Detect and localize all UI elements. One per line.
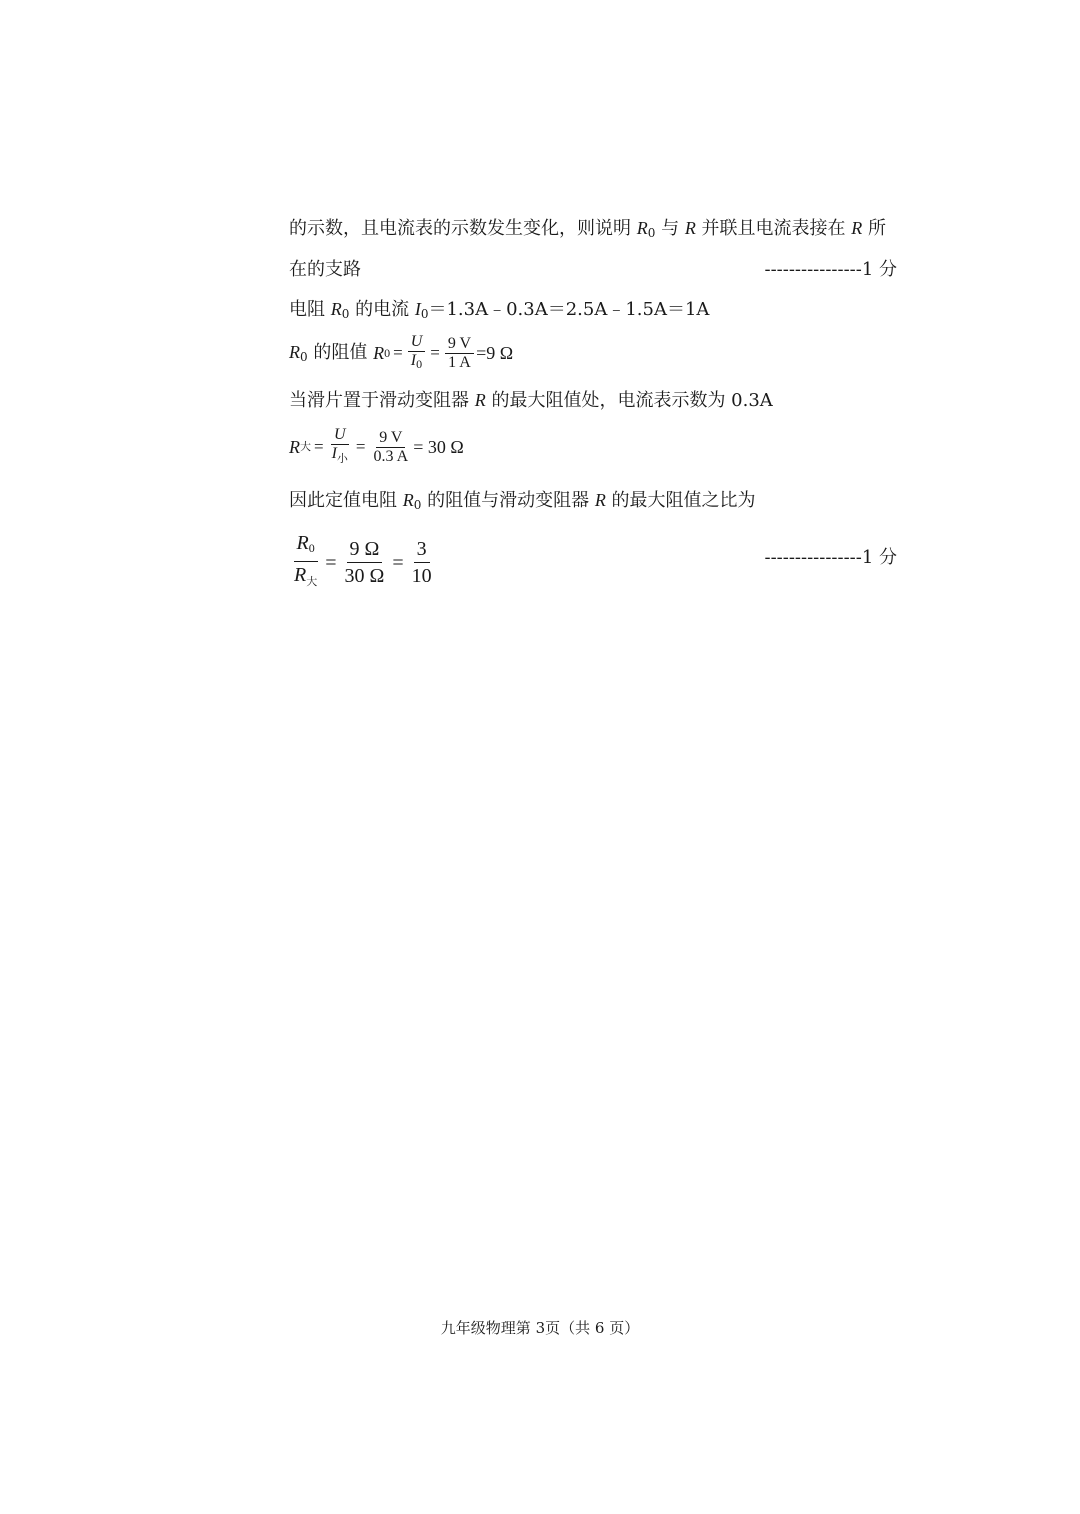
page-footer: 九年级物理第 3页（共 6 页） (440, 1319, 640, 1337)
subscript: 大 (300, 440, 311, 453)
subscript: 大 (306, 575, 318, 588)
text: 的示数，且电流表的示数发生变化，则说明 (289, 218, 637, 239)
resistance-formula (373, 333, 513, 373)
ratio-formula (289, 530, 437, 595)
denominator: 1 A (448, 353, 471, 371)
subscript: 0 (341, 307, 350, 321)
fraction (408, 333, 426, 373)
symbol-r: R (289, 437, 300, 457)
denominator: 30 Ω (344, 565, 385, 587)
slider-statement (289, 388, 901, 413)
symbol-r: R (636, 218, 648, 238)
symbol-r: R (684, 218, 696, 238)
text: 在的支路 (289, 259, 361, 280)
fraction (445, 335, 474, 372)
symbol-r: R (402, 490, 414, 510)
subscript: 0 (420, 307, 429, 321)
text: 因此定值电阻 (289, 490, 403, 511)
fraction (371, 429, 412, 466)
subscript: 0 (308, 541, 315, 555)
denominator: 0.3 A (373, 447, 409, 465)
subscript: 小 (336, 452, 348, 465)
fraction (342, 536, 388, 589)
symbol-i: I (414, 299, 421, 319)
numerator: 9 Ω (347, 536, 383, 563)
text: 的最大阻值之比为 (605, 490, 756, 511)
numerator: U (333, 426, 346, 443)
ratio-calculation (289, 530, 897, 590)
fraction (409, 536, 435, 589)
symbol-r: R (330, 299, 342, 319)
text: 与 (655, 218, 685, 239)
denominator: I (331, 445, 337, 462)
text: 所 (862, 218, 887, 239)
subscript: 0 (384, 346, 391, 360)
denominator: 10 (411, 565, 432, 587)
rmax-calculation (289, 426, 901, 468)
equals-sign: = (325, 551, 337, 574)
symbol-r: R (594, 490, 606, 510)
text: 的阻值 (307, 342, 374, 363)
equals-sign: = (392, 551, 404, 574)
symbol-r: R (474, 390, 486, 410)
current-calculation (289, 297, 901, 326)
equals-sign: = (393, 343, 403, 362)
numerator: 9 V (376, 429, 405, 448)
score-mark: ----------------1 分 (764, 547, 897, 568)
numerator: R (296, 532, 309, 554)
equals-sign: = (355, 437, 366, 456)
numerator: 9 V (445, 335, 474, 354)
result: = 30 Ω (413, 437, 464, 457)
denominator: R (294, 564, 307, 586)
equals-sign: = (314, 437, 324, 456)
answer-line-2 (289, 258, 897, 282)
fraction (329, 426, 351, 468)
equals-sign: = (430, 343, 440, 362)
expression: ＝1.3A﹣0.3A＝2.5A﹣1.5A＝1A (428, 299, 710, 320)
rmax-formula (289, 426, 464, 468)
result: =9 Ω (476, 343, 514, 363)
subscript: 0 (647, 226, 656, 240)
subscript: 0 (300, 350, 308, 364)
denominator: I (410, 352, 417, 369)
numerator: 3 (414, 536, 430, 563)
subscript: 0 (416, 357, 423, 371)
symbol-r: R (373, 343, 385, 363)
score-mark: ----------------1 分 (764, 259, 897, 280)
ratio-statement (289, 488, 901, 517)
text: 的最大阻值处，电流表示数为 0.3A (485, 390, 773, 411)
resistance-calculation (289, 332, 901, 377)
text: 的阻值与滑动变阻器 (421, 490, 595, 511)
symbol-r: R (851, 218, 863, 238)
numerator: U (410, 333, 423, 350)
fraction (291, 530, 320, 595)
symbol-r: R (289, 342, 300, 362)
answer-line-1 (289, 216, 901, 245)
subscript: 0 (413, 498, 422, 512)
text: 电阻 (289, 299, 331, 320)
text: 的电流 (349, 299, 415, 320)
text: 并联且电流表接在 (695, 218, 852, 239)
text: 当滑片置于滑动变阻器 (289, 390, 475, 411)
